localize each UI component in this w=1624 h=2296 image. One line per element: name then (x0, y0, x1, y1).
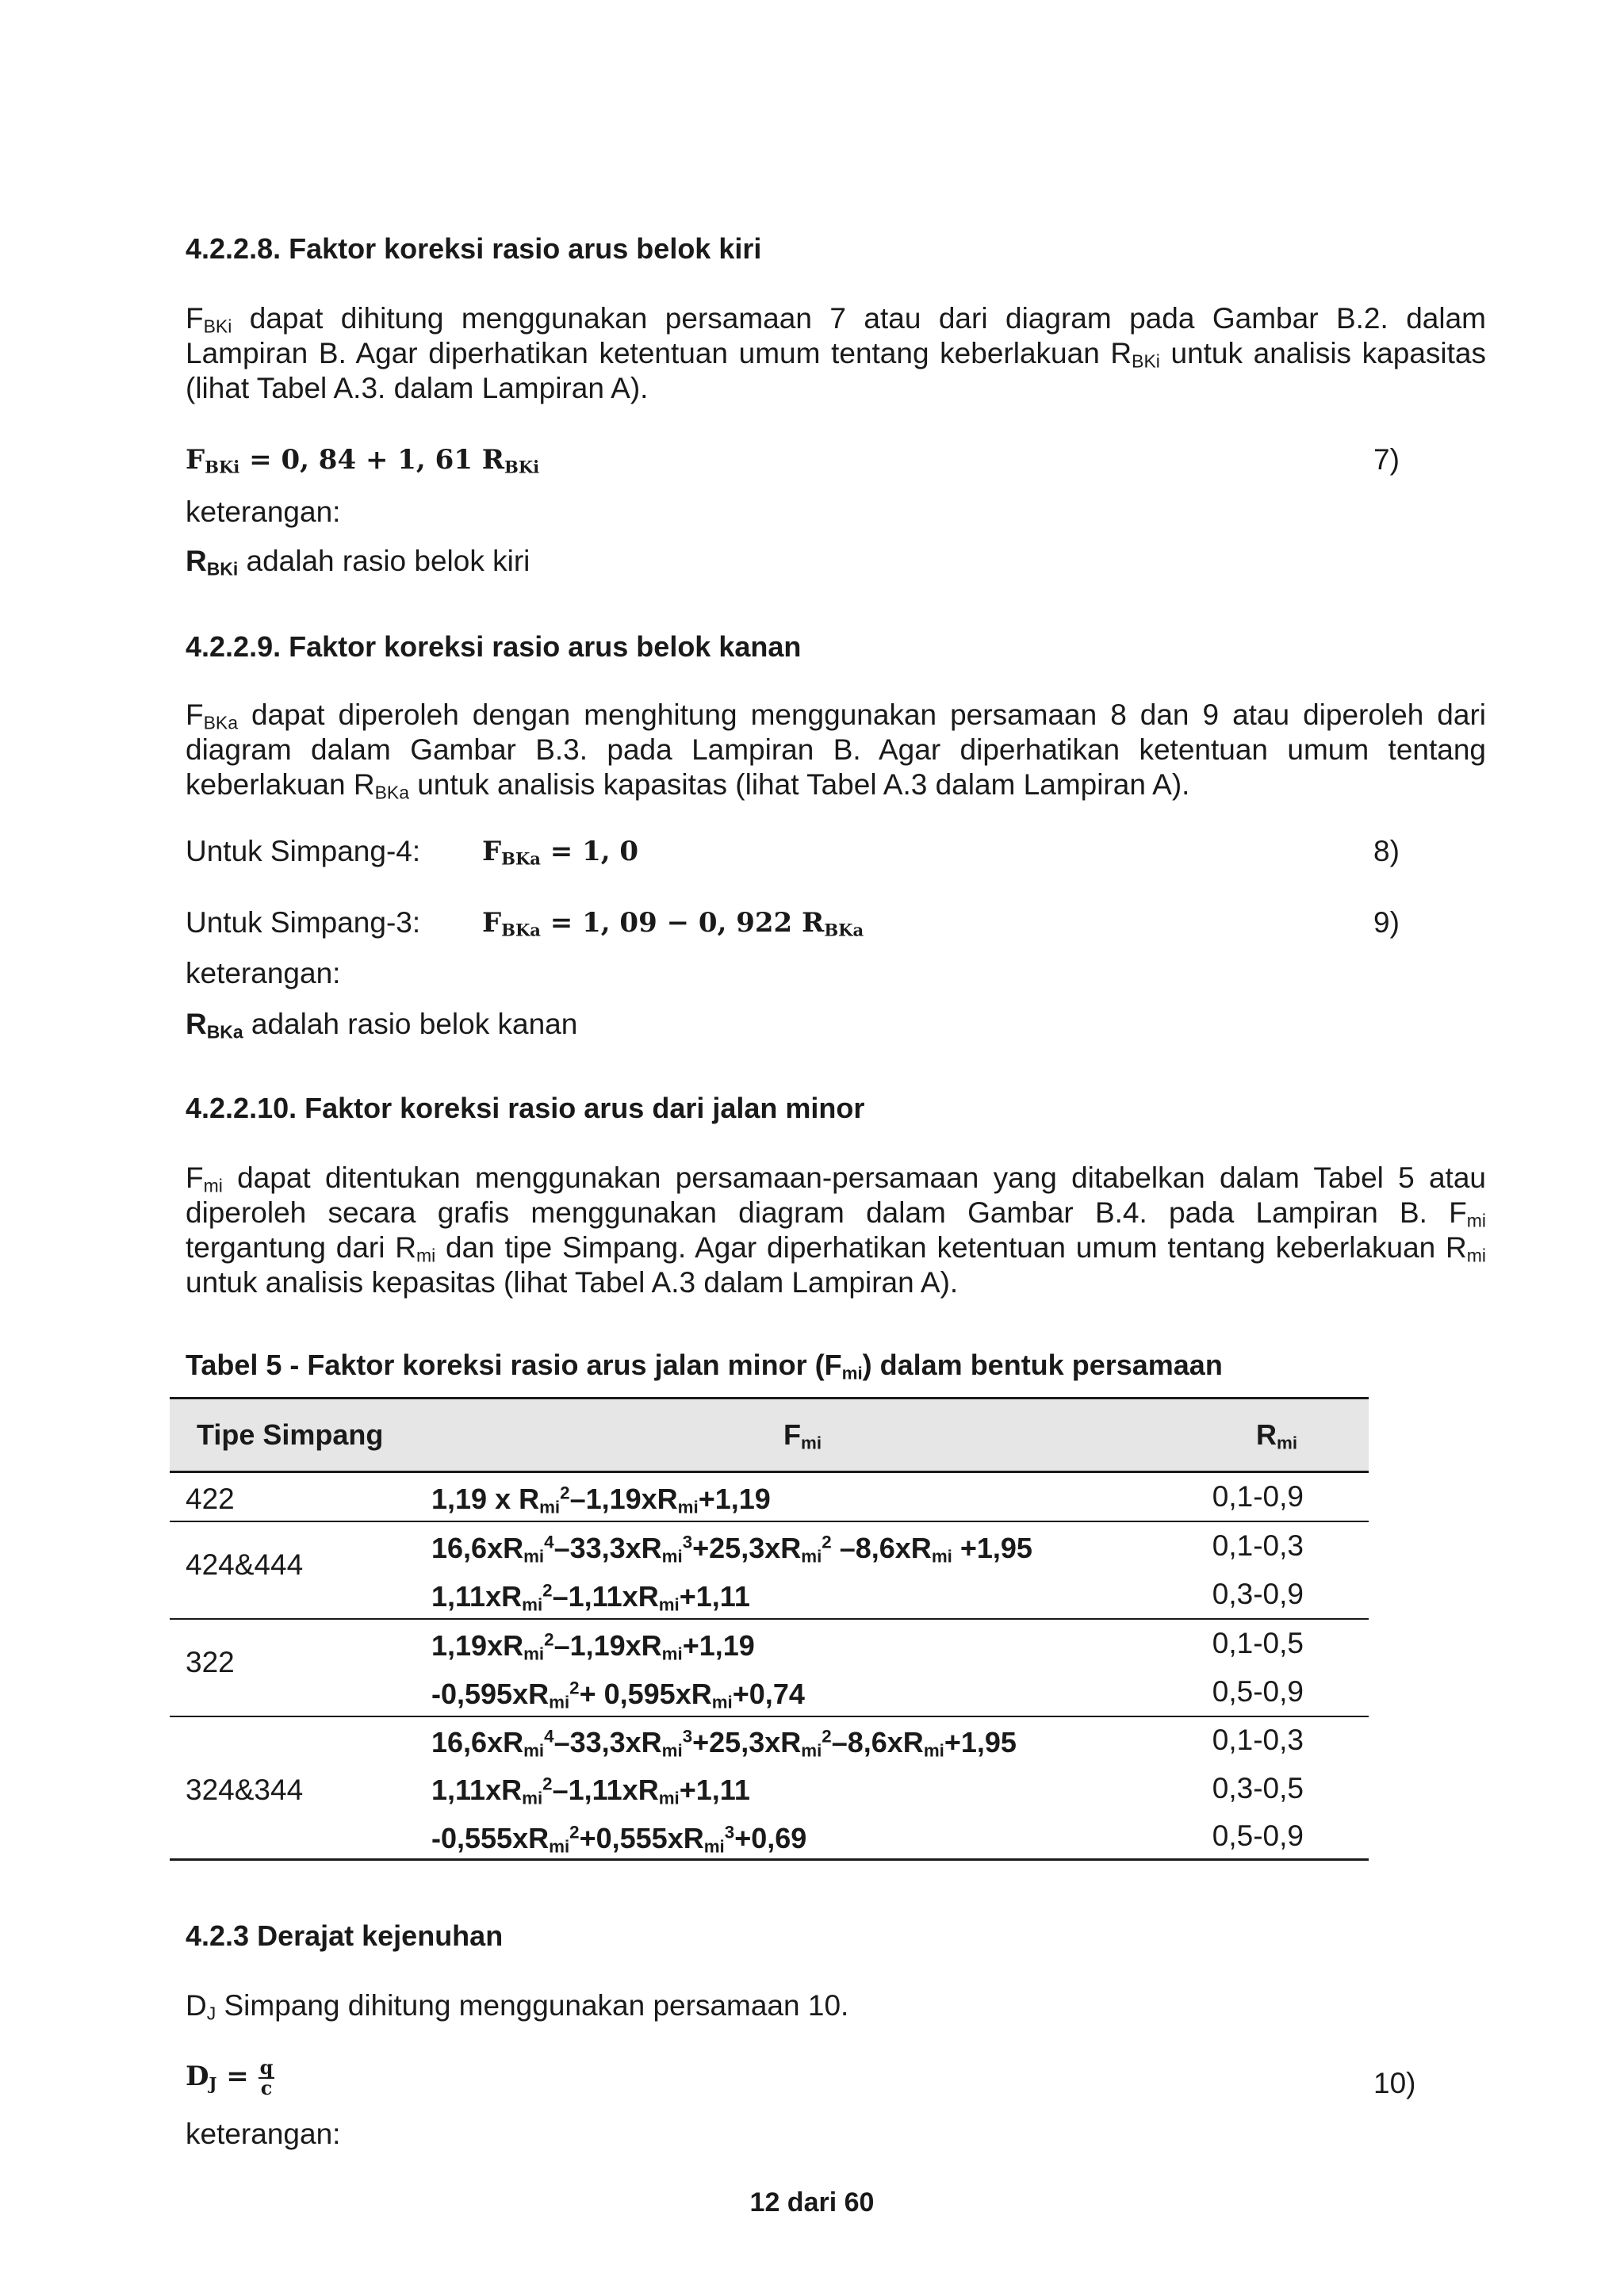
label-simpang-3: Untuk Simpang-3: (186, 906, 421, 939)
formula-row-1: 1,19 x $R_{mi}^2-1,19xR_{mi}+1,19$ (431, 1483, 771, 1517)
range-row-4: 0,1-0,5 (1212, 1627, 1304, 1659)
range-row-3: 0,3-0,9 (1212, 1578, 1304, 1610)
section-heading-42210: 4.2.2.10. Faktor koreksi rasio arus dari jalan minor (186, 1092, 865, 1124)
keterangan-label: keterangan: (186, 2118, 341, 2150)
range-row-2: 0,1-0,3 (1212, 1529, 1304, 1562)
table-cell-tipe: 324&344 (186, 1774, 304, 1806)
equation-number-8: 8) (1373, 835, 1400, 867)
keterangan-label: keterangan: (186, 957, 341, 989)
section-heading-4229: 4.2.2.9. Faktor koreksi rasio arus belok kanan (186, 630, 802, 663)
page-number: 12 dari 60 (749, 2187, 875, 2218)
formula-row-4: $1,19xR_{mi}^2-1,19xR_{mi}+1,19$ (431, 1629, 755, 1664)
fraction-q-over-c: $\frac{q}{c}$ (259, 2056, 274, 2099)
equation-9: $F_{BKa} = 1$, 09 − 0, 922 $R_{BKa}$ (482, 907, 864, 940)
formula-row-8: $-0,555xR_{mi}^2+0,555xR_{mi}^3+0,69$ (431, 1822, 807, 1857)
paragraph-423: $D_J$ Simpang dihitung menggunakan persamaan 10. (186, 1989, 849, 2024)
table-cell-tipe: 422 (186, 1483, 235, 1515)
definition-rbki: $R_{BKi}$ adalah rasio belok kiri (186, 545, 530, 580)
table-bottom-rule (170, 1858, 1369, 1861)
equation-number-7: 7) (1373, 443, 1400, 476)
paragraph-4229: $F_{BKa}$ dapat diperoleh dengan menghitung menggunakan persamaan 8 dan 9 atau diperoleh dari diagram dalam Gambar B.3. pada Lampiran B. Agar diperhatikan ketentuan umum tentang keberlakuan $R_{BKa}$ untuk analisis kapasitas (lihat Tabel A.3 dalam Lampiran A). (186, 698, 1486, 803)
formula-row-3: $1,11xR_{mi}^2-1,11xR_{mi}+1,11$ (431, 1580, 750, 1615)
header-rmi: $R_{mi}$ (1256, 1418, 1298, 1453)
equation-number-10: 10) (1373, 2067, 1416, 2099)
table-header (170, 1397, 1369, 1473)
paragraph-42210: $F_{mi}$ dapat ditentukan menggunakan persamaan-persamaan yang ditabelkan dalam Tabel 5 atau diperoleh secara grafis menggunakan diagram dalam Gambar B.4. pada Lampiran B. $F_{mi}$ tergantung dari $R_{mi}$ dan tipe Simpang. Agar diperhatikan ketentuan umum tentang keberlakuan $R_{mi}$ untuk analisis kepasitas (lihat Tabel A.3 dalam Lampiran A). (186, 1161, 1486, 1299)
formula-row-7: $1,11xR_{mi}^2-1,11xR_{mi}+1,11$ (431, 1774, 750, 1808)
keterangan-label: keterangan: (186, 496, 341, 528)
row-divider (170, 1716, 1369, 1717)
equation-7: $F_{BKi} = 0$, 84 + 1, 61 $R_{BKi}$ (186, 444, 540, 477)
label-simpang-4: Untuk Simpang-4: (186, 835, 421, 867)
header-fmi: $F_{mi}$ (783, 1418, 822, 1453)
equation-10: $D_J$ = $\frac{q}{c}$ (186, 2056, 274, 2099)
header-tipe-simpang: Tipe Simpang (197, 1418, 384, 1451)
formula-row-2: $16,6xR_{mi}^4-33,3xR_{mi}^3+25,3xR_{mi}^2$ $-8,6xR_{mi} +1,95$ (431, 1532, 1032, 1567)
row-divider (170, 1521, 1369, 1522)
row-divider (170, 1618, 1369, 1620)
table-caption: Tabel 5 - Faktor koreksi rasio arus jalan minor $(F_{mi})$ dalam bentuk persamaan (186, 1349, 1223, 1383)
formula-row-5: $-0,595xR_{mi}^2+ 0,595xR_{mi}+0,74$ (431, 1678, 805, 1712)
table-cell-tipe: 322 (186, 1646, 235, 1678)
formula-row-6: $16,6xR_{mi}^4-33,3xR_{mi}^3+25,3xR_{mi}^2-8,6xR_{mi}+1,95$ (431, 1726, 1017, 1761)
definition-rbka: $R_{BKa}$ adalah rasio belok kanan (186, 1008, 578, 1043)
range-row-7: 0,3-0,5 (1212, 1772, 1304, 1804)
range-row-5: 0,5-0,9 (1212, 1675, 1304, 1708)
section-heading-423: 4.2.3 Derajat kejenuhan (186, 1919, 504, 1952)
range-row-1: 0,1-0,9 (1212, 1480, 1304, 1513)
range-row-8: 0,5-0,9 (1212, 1820, 1304, 1852)
equation-8: $F_{BKa} = 1$, 0 (482, 836, 639, 869)
table-5 (170, 1397, 1369, 1857)
equation-number-9: 9) (1373, 906, 1400, 939)
range-row-6: 0,1-0,3 (1212, 1724, 1304, 1756)
paragraph-4228: $F_{BKi}$ dapat dihitung menggunakan persamaan 7 atau dari diagram pada Gambar B.2. dalam Lampiran B. Agar diperhatikan ketentuan umum tentang keberlakuan $R_{BKi}$ untuk analisis kapasitas (lihat Tabel A.3. dalam Lampiran A). (186, 302, 1486, 404)
table-cell-tipe: 424&444 (186, 1548, 304, 1581)
section-heading-4228: 4.2.2.8. Faktor koreksi rasio arus belok kiri (186, 232, 762, 265)
